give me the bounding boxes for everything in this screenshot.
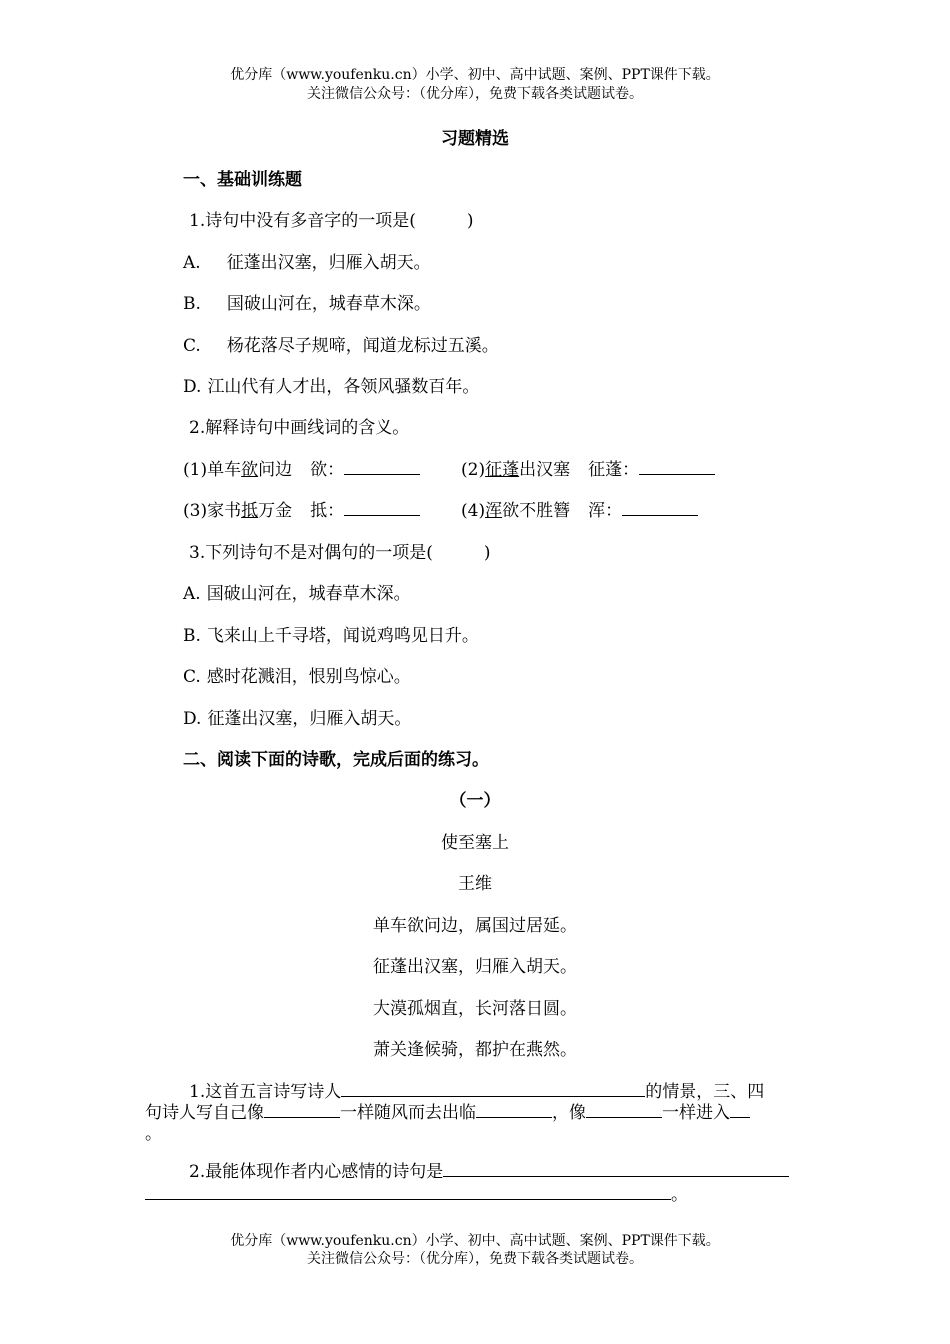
option-text: 江山代有人才出，各领风骚数百年。 (207, 377, 480, 397)
option-text: 感时花溅泪，恨别鸟惊心。 (206, 667, 411, 687)
poem-author: 王维 (458, 874, 492, 894)
q1-option-c (183, 331, 499, 356)
answer-blank[interactable] (586, 1103, 662, 1118)
underlined-word: 浑 (485, 501, 503, 521)
option-label: B. (183, 626, 201, 646)
option-text: 飞来山上千寻塔，闻说鸡鸣见日升。 (206, 626, 479, 646)
option-label: D. (183, 709, 202, 729)
answer-blank[interactable] (341, 1082, 645, 1097)
q3-option-c (183, 662, 411, 687)
part-label: （一） (449, 791, 501, 811)
s2-q1-line-2 (145, 1098, 750, 1123)
option-label: A. (183, 253, 201, 273)
answer-blank[interactable] (344, 501, 420, 516)
poem-line-2: 征蓬出汉塞，归雁入胡天。 (373, 957, 577, 977)
option-text: 杨花落尽子规啼，闻道龙标过五溪。 (226, 336, 499, 356)
q3-stem: 3.下列诗句不是对偶句的一项是( ) (189, 543, 491, 563)
question-text: 。 (671, 1185, 688, 1205)
underlined-word: 抵 (241, 501, 259, 521)
item-number: (2) (461, 460, 486, 480)
q3-option-a (183, 579, 411, 604)
s2-q1-line-3: 。 (145, 1124, 162, 1144)
q1-option-d (183, 372, 479, 397)
option-label: C. (183, 667, 201, 687)
q3-option-b (183, 621, 479, 646)
poem-title: 使至塞上 (441, 833, 509, 853)
item-word: 浑： (588, 501, 623, 521)
q3-option-d (183, 704, 411, 729)
question-text: 句诗人写自己像 (145, 1103, 264, 1123)
q2-item-2 (461, 455, 715, 480)
answer-blank[interactable] (145, 1185, 671, 1200)
s2-q2-line-2 (145, 1180, 688, 1205)
poem-line-4: 萧关逢候骑，都护在燕然。 (373, 1040, 577, 1060)
q2-item-1 (183, 455, 420, 480)
item-text: 问边 (258, 460, 293, 480)
answer-blank[interactable] (622, 501, 698, 516)
q2-item-3 (183, 496, 420, 521)
option-text: 征蓬出汉塞，归雁入胡天。 (226, 253, 431, 273)
question-text: 一样进入 (662, 1103, 730, 1123)
footer-line-2: 关注微信公众号：（优分库），免费下载各类试题试卷。 (307, 1251, 643, 1267)
answer-blank[interactable] (639, 460, 715, 475)
item-text: 万金 (258, 501, 293, 521)
question-text: 1.这首五言诗写诗人 (189, 1082, 342, 1102)
section1-heading: 一、基础训练题 (183, 170, 302, 190)
item-word: 征蓬： (588, 460, 640, 480)
item-word: 抵： (310, 501, 345, 521)
option-text: 征蓬出汉塞，归雁入胡天。 (207, 709, 412, 729)
page-title: 习题精选 (441, 129, 509, 149)
item-number: (3) (183, 501, 208, 521)
answer-blank[interactable] (344, 460, 420, 475)
header-line-2: 关注微信公众号：（优分库），免费下载各类试题试卷。 (307, 86, 643, 102)
underlined-word: 征蓬 (485, 460, 520, 480)
item-text: 家书 (207, 501, 242, 521)
answer-blank[interactable] (730, 1103, 750, 1118)
item-number: (1) (183, 460, 208, 480)
question-text: ，像 (552, 1103, 586, 1123)
option-text: 国破山河在，城春草木深。 (226, 294, 431, 314)
option-label: A. (183, 584, 201, 604)
answer-blank[interactable] (443, 1162, 789, 1177)
q1-stem: 1.诗句中没有多音字的一项是( ) (189, 211, 474, 231)
header-line-1: 优分库（www.youfenku.cn）小学、初中、高中试题、案例、PPT课件下载。 (230, 67, 720, 83)
item-text: 出汉塞 (519, 460, 571, 480)
answer-blank[interactable] (476, 1103, 552, 1118)
question-text: 一样随风而去出临 (340, 1103, 476, 1123)
footer-line-1: 优分库（www.youfenku.cn）小学、初中、高中试题、案例、PPT课件下载。 (230, 1233, 720, 1249)
section2-heading: 二、阅读下面的诗歌，完成后面的练习。 (183, 750, 489, 770)
item-text: 单车 (207, 460, 242, 480)
underlined-word: 欲 (241, 460, 259, 480)
item-number: (4) (461, 501, 486, 521)
option-text: 国破山河在，城春草木深。 (206, 584, 411, 604)
option-label: C. (183, 336, 201, 356)
poem-line-1: 单车欲问边，属国过居延。 (373, 916, 577, 936)
option-label: D. (183, 377, 202, 397)
question-text: 2.最能体现作者内心感情的诗句是 (189, 1162, 444, 1182)
q1-option-a (183, 248, 431, 273)
q2-item-4 (461, 496, 698, 521)
question-text: 的情景，三、四 (645, 1082, 765, 1102)
answer-blank[interactable] (264, 1103, 340, 1118)
option-label: B. (183, 294, 201, 314)
item-word: 欲： (310, 460, 345, 480)
s2-q2-line-1 (189, 1157, 789, 1182)
poem-line-3: 大漠孤烟直，长河落日圆。 (373, 999, 577, 1019)
q1-option-b (183, 289, 431, 314)
item-text: 欲不胜簪 (502, 501, 571, 521)
q2-stem: 2.解释诗句中画线词的含义。 (189, 418, 410, 438)
